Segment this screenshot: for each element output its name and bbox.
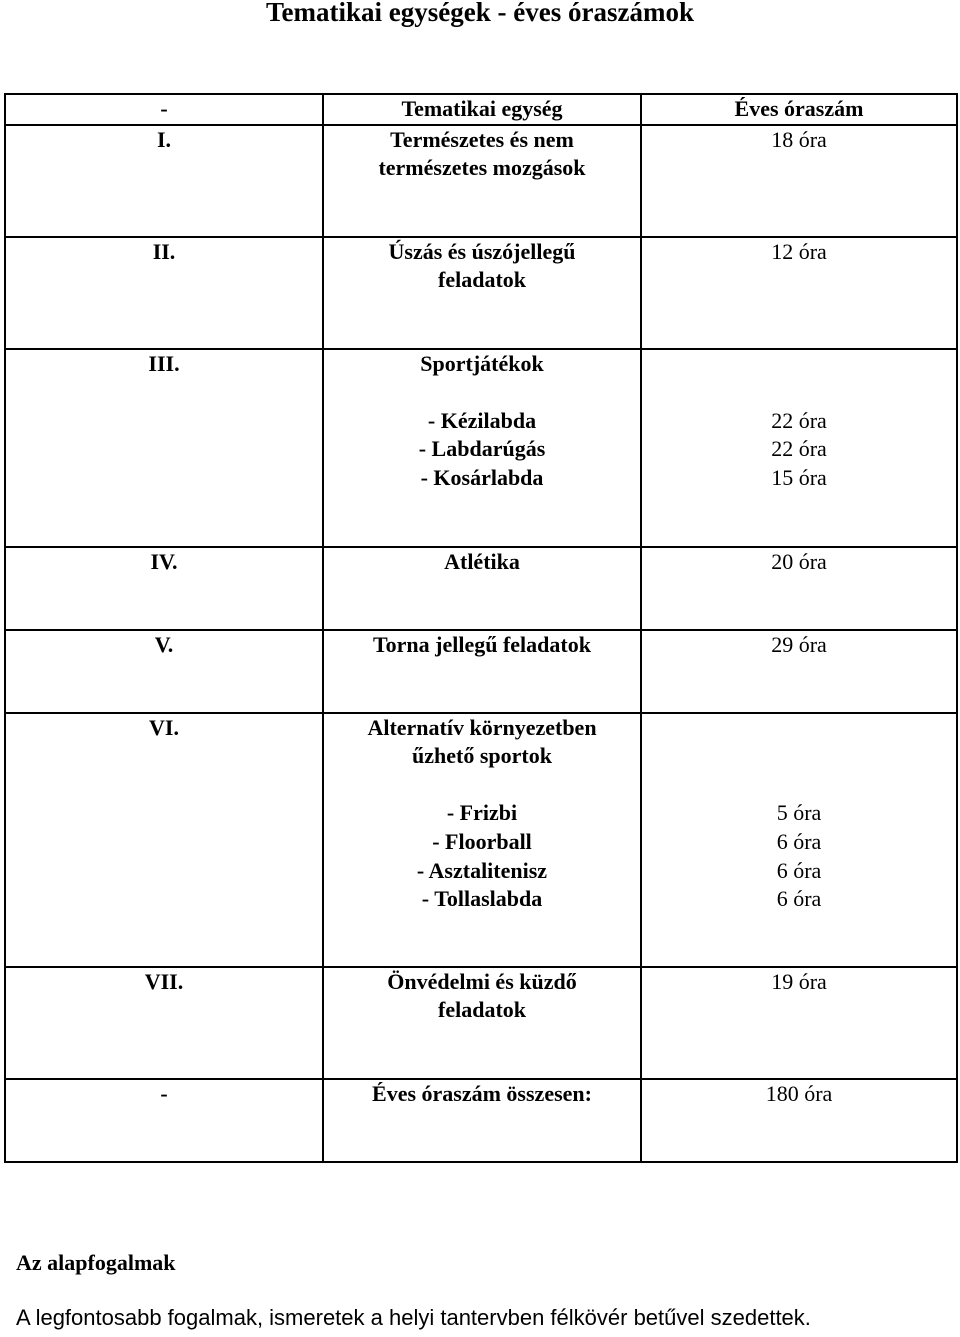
header-hours: Éves óraszám <box>641 94 957 125</box>
row-hours: 5 óra 6 óra 6 óra 6 óra <box>641 713 957 967</box>
table-row <box>5 967 957 1079</box>
table-row <box>5 713 957 967</box>
row-unit: Természetes és nem természetes mozgások <box>323 125 641 237</box>
row-unit: Torna jellegű feladatok <box>323 630 641 713</box>
row-hours: 22 óra 22 óra 15 óra <box>641 349 957 547</box>
page-title: Tematikai egységek - éves óraszámok <box>266 0 694 27</box>
row-unit: Önvédelmi és küzdő feladatok <box>323 967 641 1079</box>
table-header-row <box>5 94 957 125</box>
table-row <box>5 630 957 713</box>
row-unit: Atlétika <box>323 547 641 630</box>
table-row <box>5 125 957 237</box>
row-hours: 19 óra <box>641 967 957 1079</box>
thematic-units-table <box>4 93 958 1163</box>
row-number: VII. <box>5 967 323 1079</box>
header-unit: Tematikai egység <box>323 94 641 125</box>
row-number: VI. <box>5 713 323 967</box>
row-unit: Alternatív környezetben űzhető sportok - Frizbi - Floorball - Asztalitenisz - Tollaslabda <box>323 713 641 967</box>
row-number: V. <box>5 630 323 713</box>
row-unit: Sportjátékok - Kézilabda - Labdarúgás - Kosárlabda <box>323 349 641 547</box>
header-number: - <box>5 94 323 125</box>
row-hours: 12 óra <box>641 237 957 349</box>
row-number: II. <box>5 237 323 349</box>
row-number: IV. <box>5 547 323 630</box>
row-hours: 180 óra <box>641 1079 957 1162</box>
table-row <box>5 349 957 547</box>
row-hours: 18 óra <box>641 125 957 237</box>
row-hours: 29 óra <box>641 630 957 713</box>
table-row <box>5 547 957 630</box>
row-unit: Úszás és úszójellegű feladatok <box>323 237 641 349</box>
row-number: I. <box>5 125 323 237</box>
row-hours: 20 óra <box>641 547 957 630</box>
table-row <box>5 237 957 349</box>
row-number: III. <box>5 349 323 547</box>
row-unit: Éves óraszám összesen: <box>323 1079 641 1162</box>
table-row-total <box>5 1079 957 1162</box>
row-number: - <box>5 1079 323 1162</box>
concepts-heading: Az alapfogalmak <box>16 1250 176 1275</box>
concepts-text: A legfontosabb fogalmak, ismeretek a helyi tantervben félkövér betűvel szedettek. <box>16 1305 811 1330</box>
